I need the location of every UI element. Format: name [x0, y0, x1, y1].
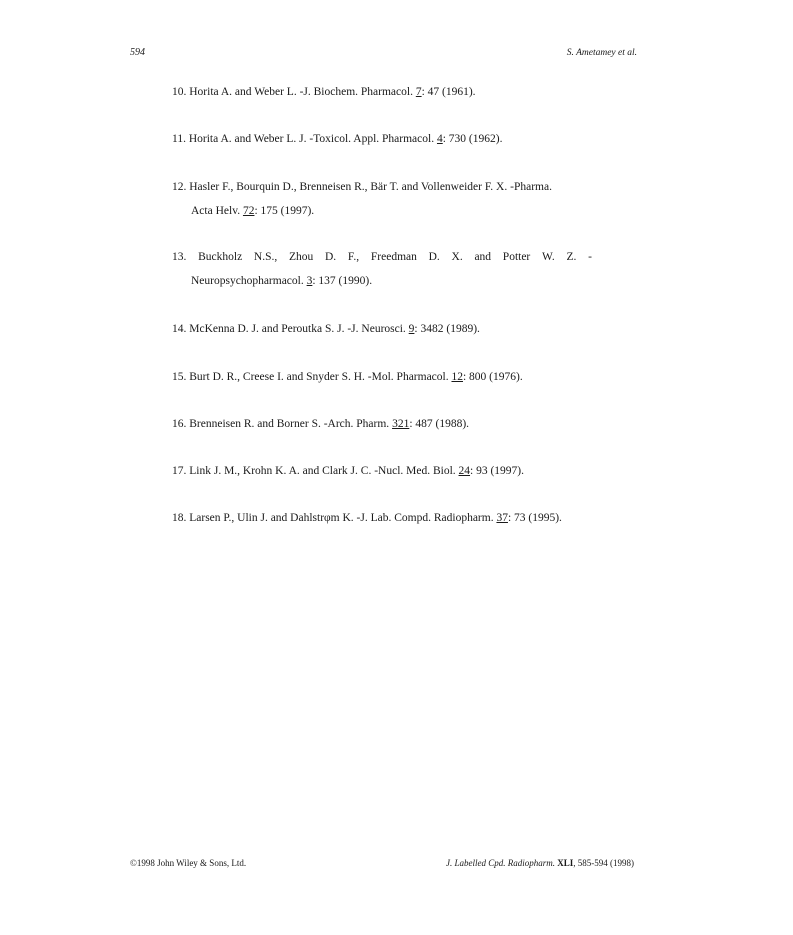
- reference-item: [172, 80, 592, 104]
- reference-number: 10.: [172, 86, 187, 98]
- reference-item: [172, 175, 592, 223]
- journal-name: J. Labelled Cpd. Radiopharm.: [445, 858, 555, 868]
- reference-details: : 3482 (1989).: [414, 323, 480, 335]
- running-head-authors: S. Ametamey et al.: [566, 48, 637, 58]
- reference-word: Z.: [566, 251, 577, 263]
- reference-volume: 3: [306, 275, 313, 287]
- journal-pages: , 585-594 (1998): [573, 858, 634, 868]
- reference-word: and: [474, 251, 492, 263]
- reference-volume: 9: [408, 323, 415, 335]
- reference-number: 18.: [172, 512, 187, 524]
- reference-text: Burt D. R., Creese I. and Snyder S. H. -Mol. Pharmacol.: [189, 371, 449, 383]
- reference-number: 14.: [172, 323, 187, 335]
- reference-details: : 93 (1997).: [470, 465, 525, 477]
- reference-item: [172, 317, 592, 341]
- reference-details: : 73 (1995).: [507, 512, 562, 524]
- reference-volume: 37: [496, 512, 508, 524]
- reference-volume: 7: [415, 86, 422, 98]
- reference-number: 16.: [172, 418, 187, 430]
- reference-volume: 4: [436, 133, 443, 145]
- reference-details: : 137 (1990).: [312, 275, 373, 287]
- journal-citation: [446, 858, 634, 868]
- reference-word: D.: [325, 251, 337, 263]
- reference-text: McKenna D. J. and Peroutka S. J. -J. Neurosci.: [189, 323, 406, 335]
- reference-word: -: [588, 251, 592, 263]
- reference-word: X.: [451, 251, 463, 263]
- reference-continuation: [172, 199, 592, 223]
- reference-details: : 730 (1962).: [442, 133, 503, 145]
- reference-text: Horita A. and Weber L. J. -Toxicol. Appl. Pharmacol.: [188, 133, 435, 145]
- reference-word: Freedman: [370, 251, 417, 263]
- journal-volume: XLI: [557, 858, 574, 868]
- reference-volume: 72: [242, 205, 255, 217]
- reference-text-line1: Hasler F., Bourquin D., Brenneisen R., Bär T. and Vollenweider F. X. -Pharma.: [189, 181, 552, 193]
- reference-word: Potter: [502, 251, 531, 263]
- reference-item: [172, 412, 592, 436]
- reference-details: : 487 (1988).: [409, 418, 470, 430]
- page-number: 594: [130, 47, 145, 58]
- reference-volume: 12: [451, 371, 463, 383]
- reference-number: 12.: [172, 181, 187, 193]
- reference-number: 17.: [172, 465, 187, 477]
- reference-item: [172, 506, 592, 530]
- reference-word: Buckholz: [198, 251, 243, 263]
- reference-number: 11.: [172, 133, 186, 145]
- reference-text: Horita A. and Weber L. -J. Biochem. Pharmacol.: [189, 86, 413, 98]
- reference-continuation: [172, 269, 592, 293]
- reference-details: : 47 (1961).: [421, 86, 476, 98]
- reference-word: D.: [428, 251, 440, 263]
- reference-text-line1: [172, 245, 592, 269]
- reference-word: Zhou: [288, 251, 314, 263]
- reference-text: Brenneisen R. and Borner S. -Arch. Pharm.: [189, 418, 390, 430]
- reference-word: F.,: [347, 251, 360, 263]
- reference-text-line2: Neuropsychopharmacol.: [191, 275, 304, 287]
- reference-item: [172, 245, 592, 293]
- reference-volume: 321: [392, 418, 410, 430]
- reference-details: : 800 (1976).: [462, 371, 523, 383]
- copyright-notice: ©1998 John Wiley & Sons, Ltd.: [130, 858, 247, 868]
- reference-item: [172, 127, 592, 151]
- reference-word: W.: [542, 251, 555, 263]
- reference-item: [172, 365, 592, 389]
- reference-text-line2: Acta Helv.: [191, 205, 241, 217]
- reference-number: 13.: [172, 251, 187, 263]
- reference-text: Larsen P., Ulin J. and Dahlstrφm K. -J. Lab. Compd. Radiopharm.: [189, 512, 494, 524]
- reference-details: : 175 (1997).: [254, 205, 315, 217]
- reference-word: N.S.,: [253, 251, 278, 263]
- reference-item: [172, 459, 592, 483]
- reference-text: Link J. M., Krohn K. A. and Clark J. C. -Nucl. Med. Biol.: [189, 465, 456, 477]
- reference-number: 15.: [172, 371, 187, 383]
- reference-volume: 24: [458, 465, 471, 477]
